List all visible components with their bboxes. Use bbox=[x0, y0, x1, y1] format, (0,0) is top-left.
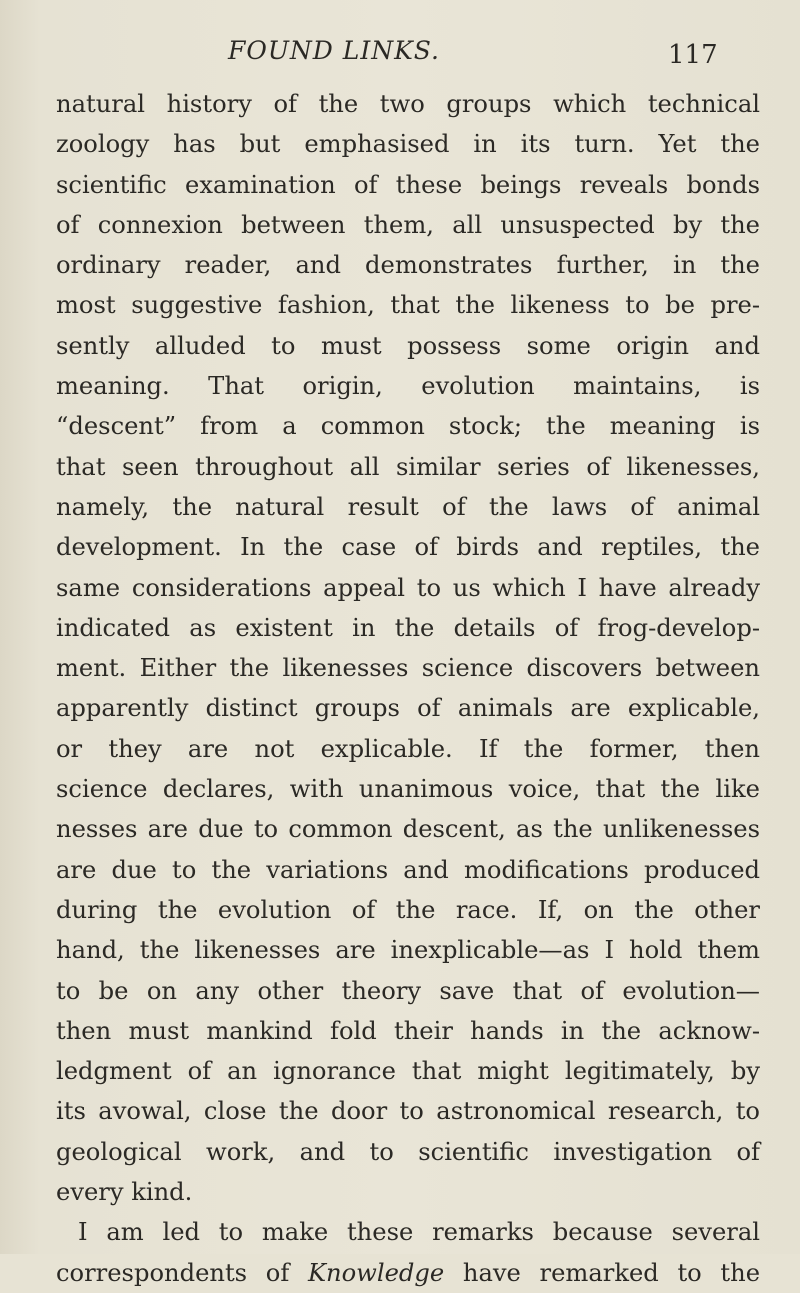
text-line: every kind. bbox=[56, 1178, 193, 1207]
text-line: natural history of the two groups which technical bbox=[56, 90, 760, 118]
page-number: 117 bbox=[668, 40, 718, 70]
text-line: geological work, and to scientific investigation of bbox=[56, 1137, 760, 1166]
text-line: indicated as existent in the details of frog-develop- bbox=[56, 613, 760, 642]
text-line: ment. Either the likenesses science discovers between bbox=[56, 654, 760, 683]
text-line: namely, the natural result of the laws of animal bbox=[56, 492, 760, 521]
text-line-with-italic bbox=[56, 1253, 760, 1293]
text-line: hand, the likenesses are inexplicable—as I hold them bbox=[56, 936, 760, 965]
text-line: development. In the case of birds and reptiles, the bbox=[56, 533, 760, 562]
text-line: scientific examination of these beings reveals bonds bbox=[56, 170, 760, 199]
paragraph-first-line: I am led to make these remarks because several bbox=[78, 1218, 760, 1247]
body-text bbox=[56, 84, 760, 1293]
text-line: that seen throughout all similar series of likenesses, bbox=[56, 452, 760, 481]
text-line: of connexion between them, all unsuspected by the bbox=[56, 210, 760, 239]
text-line: “descent” from a common stock; the meaning is bbox=[56, 412, 760, 441]
page-header bbox=[0, 18, 800, 78]
text-line: sently alluded to must possess some origin and bbox=[56, 331, 760, 360]
running-head: FOUND LINKS. bbox=[228, 36, 440, 65]
text-line: same considerations appeal to us which I have already bbox=[56, 573, 760, 602]
text-line: during the evolution of the race. If, on the other bbox=[56, 895, 760, 924]
text-line: science declares, with unanimous voice, that the like bbox=[56, 775, 760, 804]
text-segment: have remarked to the bbox=[444, 1258, 761, 1287]
text-segment: correspondents of bbox=[56, 1258, 308, 1287]
text-line: or they are not explicable. If the former, then bbox=[56, 734, 760, 763]
text-line: most suggestive fashion, that the likeness to be pre- bbox=[56, 291, 760, 320]
text-line: to be on any other theory save that of evolution— bbox=[56, 976, 760, 1005]
text-line: nesses are due to common descent, as the unlikenesses bbox=[56, 815, 760, 844]
text-line: are due to the variations and modifications produced bbox=[56, 855, 760, 884]
text-line: ledgment of an ignorance that might legitimately, by bbox=[56, 1057, 760, 1086]
text-line: zoology has but emphasised in its turn. Yet the bbox=[56, 130, 760, 159]
text-line: apparently distinct groups of animals are explicable, bbox=[56, 694, 760, 723]
text-line: then must mankind fold their hands in the acknow- bbox=[56, 1016, 760, 1045]
text-line: ordinary reader, and demonstrates further, in the bbox=[56, 251, 760, 280]
text-line: its avowal, close the door to astronomical research, to bbox=[56, 1097, 760, 1126]
journal-title: Knowledge bbox=[307, 1258, 445, 1287]
text-line: meaning. That origin, evolution maintains, is bbox=[56, 372, 760, 401]
